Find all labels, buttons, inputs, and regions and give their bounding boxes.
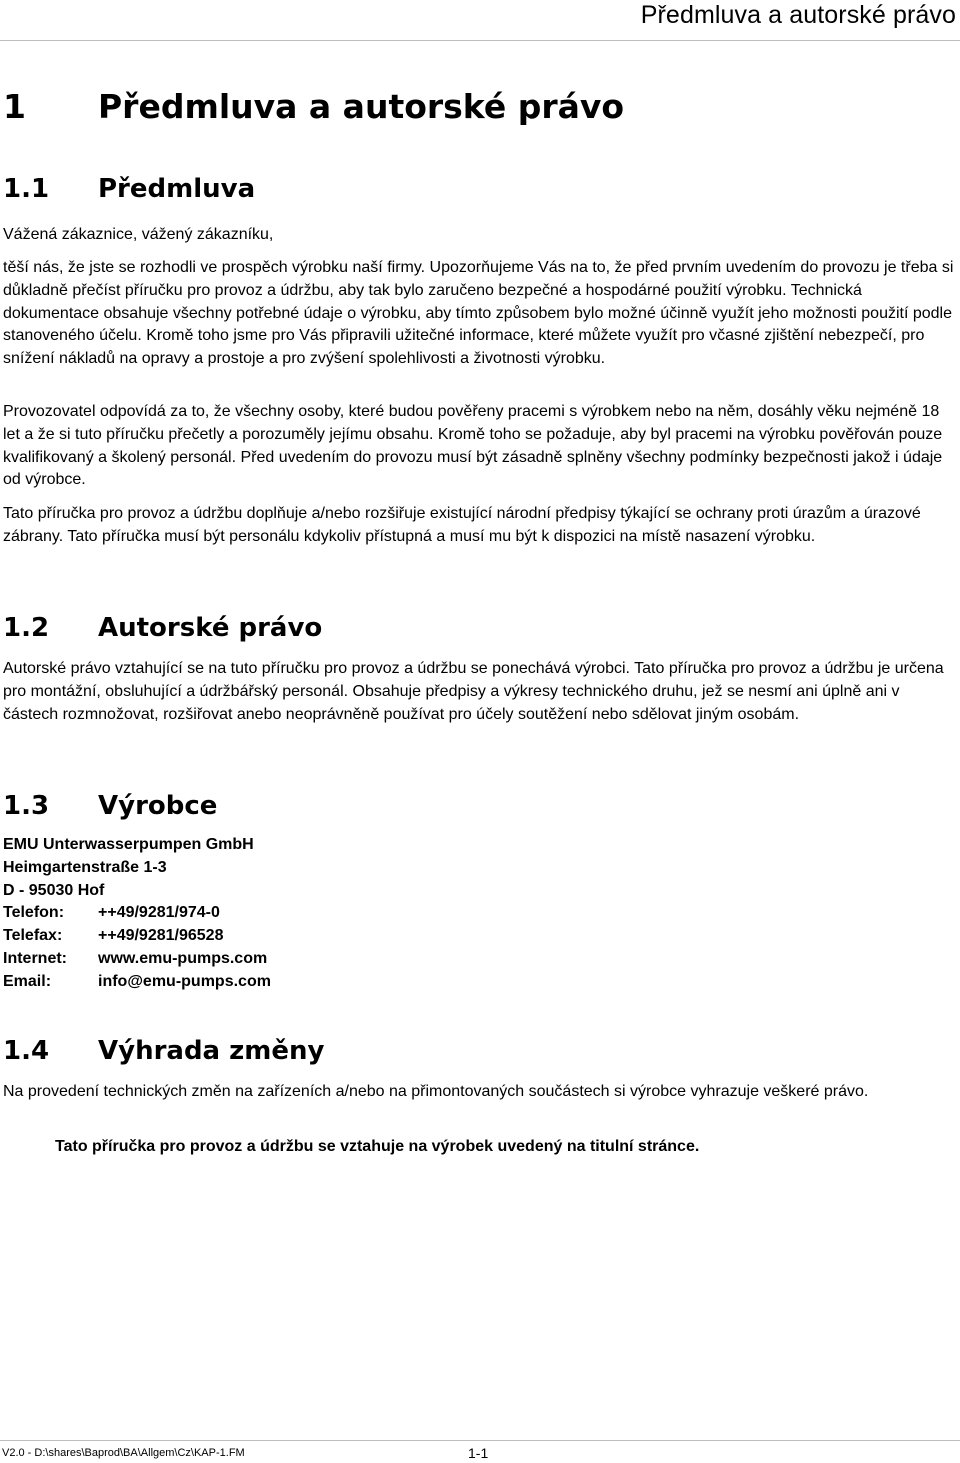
contact-internet — [3, 948, 271, 971]
contact-label: Email: — [3, 972, 52, 990]
header-divider — [0, 40, 960, 41]
contact-label: Telefax: — [3, 927, 63, 945]
copyright-paragraph: Autorské právo vztahující se na tuto příručku pro provoz a údržbu se ponechává výrobci. Tato příručka pro provoz a údržbu je určena pro montážní, obsluhující a údržbářský personál. Obsahuje předpisy a výkresy technického druhu, jež se nesmí ani úplně ani v částech rozmnožovat, rozšiřovat anebo neoprávněně používat pro účely soutěžení nebo sdělovat jiným osobám. — [3, 660, 944, 723]
footer-page-number: 1-1 — [468, 1445, 489, 1461]
preface-paragraph-2: Provozovatel odpovídá za to, že všechny osoby, které budou pověřeny pracemi s výrobkem nebo na něm, dosáhly věku nejméně 18 let a že si tuto příručku přečetly a porozuměly jejímu obsahu. Kromě toho se požaduje, aby byl pracemi na výrobku pověřován pouze kvalifikovaný a školený personál. Před uvedením do provozu musí být zásadně splněny všechny podmínky bezpečnosti jakož i údaje od výrobce. — [3, 403, 943, 489]
preface-paragraph-1: těší nás, že jste se rozhodli ve prospěch výrobku naší firmy. Upozorňujeme Vás na to, že před prvním uvedením do provozu je třeba si důkladně přečíst příručku pro provoz a údržbu, aby tak bylo zaručeno bezpečné a hospodárné použití výrobku. Technická dokumentace obsahuje všechny potřebné údaje o výrobku, aby tímto způsobem bylo možné účinně využít jeho možnosti použití podle stanoveného účelu. Kromě toho jsme pro Vás připravili užitečné informace, které můžete využít pro včasné zjištění nebezpečí, pro snížení nákladů na opravy a prostoje a pro zvýšení spolehlivosti a životnosti výrobku. — [3, 259, 954, 368]
reservation-paragraph: Na provedení technických změn na zařízeních a/nebo na přimontovaných součástech si výrobce vyhrazuje veškeré právo. — [3, 1083, 869, 1100]
section-title: Výrobce — [98, 791, 218, 821]
chapter-number: 1 — [3, 87, 26, 126]
contact-value: www.emu-pumps.com — [98, 949, 268, 967]
company-name: EMU Unterwasserpumpen GmbH — [3, 836, 254, 853]
contact-label: Internet: — [3, 949, 67, 967]
manufacturer-address — [3, 834, 271, 994]
street-address: Heimgartenstraße 1-3 — [3, 858, 167, 876]
contact-email — [3, 971, 271, 994]
section-number: 1.1 — [3, 174, 50, 204]
chapter-title: Předmluva a autorské právo — [98, 87, 625, 126]
contact-phone — [3, 902, 271, 925]
section-number: 1.2 — [3, 613, 50, 643]
section-title: Autorské právo — [98, 613, 323, 643]
section-heading-manufacturer — [3, 789, 217, 823]
salutation: Vážená zákaznice, vážený zákazníku, — [3, 226, 274, 243]
reservation-note: Tato příručka pro provoz a údržbu se vztahuje na výrobek uvedený na titulní stránce. — [55, 1138, 700, 1155]
section-title: Výhrada změny — [98, 1036, 325, 1066]
contact-value: ++49/9281/974-0 — [98, 904, 220, 922]
city-address: D - 95030 Hof — [3, 881, 105, 899]
contact-value: ++49/9281/96528 — [98, 927, 224, 945]
section-heading-copyright — [3, 611, 322, 645]
contact-label: Telefon: — [3, 904, 65, 922]
chapter-heading — [3, 84, 624, 130]
preface-paragraph-3: Tato příručka pro provoz a údržbu doplňuje a/nebo rozšiřuje existující národní předpisy týkající se ochrany proti úrazům a úrazové zábrany. Tato příručka musí být personálu kdykoliv přístupná a musí mu být k dispozici na místě nasazení výrobku. — [3, 505, 921, 545]
running-header-title: Předmluva a autorské právo — [640, 1, 956, 29]
section-heading-preface — [3, 172, 255, 206]
section-heading-reservation — [3, 1034, 324, 1068]
footer-divider — [0, 1440, 960, 1441]
footer-file-info: V2.0 - D:\shares\Baprod\BA\Allgem\Cz\KAP-1.FM — [2, 1447, 245, 1459]
section-title: Předmluva — [98, 174, 256, 204]
section-number: 1.3 — [3, 791, 50, 821]
contact-fax — [3, 925, 271, 948]
section-number: 1.4 — [3, 1036, 50, 1066]
contact-value: info@emu-pumps.com — [98, 972, 271, 990]
